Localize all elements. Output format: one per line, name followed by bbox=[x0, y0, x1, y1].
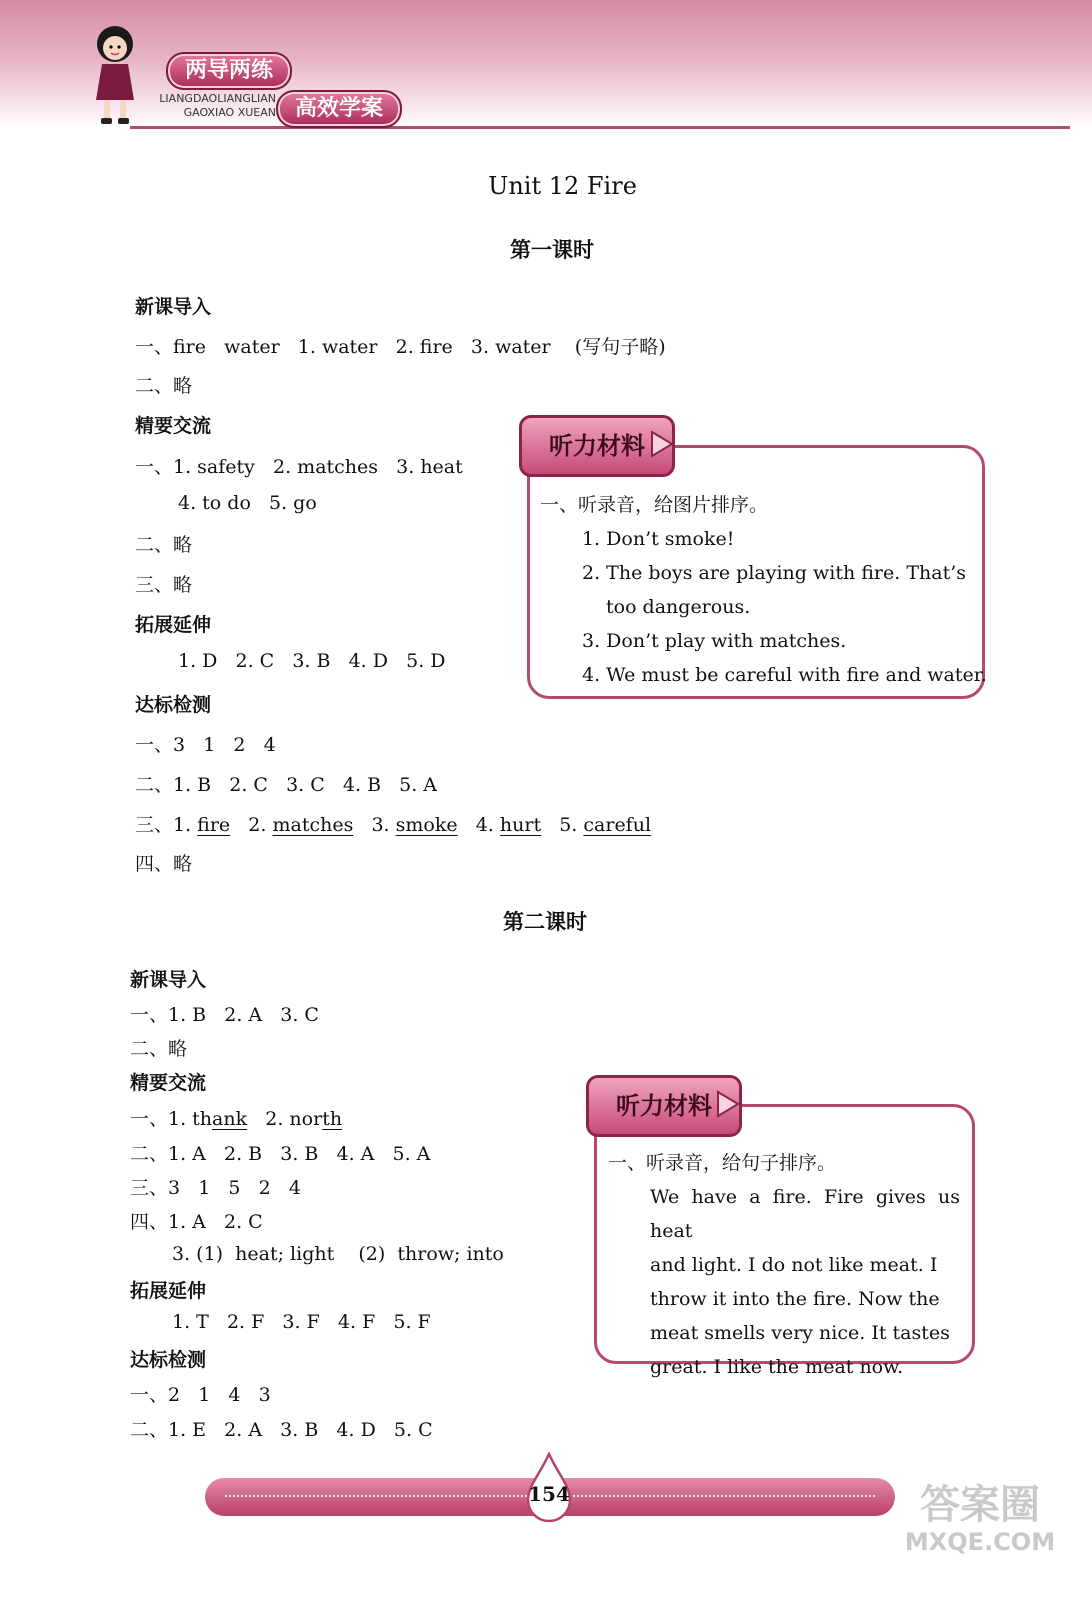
listening-2-line: great. I like the meat now. bbox=[650, 1356, 904, 1378]
test-line3-prefix: 三、1. bbox=[135, 814, 198, 836]
lesson1-test-line1: 一、3 1 2 4 bbox=[135, 734, 276, 756]
lesson2-section-intro: 新课导入 bbox=[130, 969, 207, 991]
brand-pinyin-line1: LIANGDAOLIANGLIAN bbox=[159, 92, 276, 105]
word-north-underlined: th bbox=[322, 1108, 343, 1130]
lesson1-intro-line2: 二、略 bbox=[135, 375, 193, 397]
exchange-line1-prefix: 一、1. bbox=[130, 1108, 193, 1130]
listening-2-text bbox=[608, 1146, 960, 1384]
lesson2-intro-line1: 一、1. B 2. A 3. C bbox=[130, 1004, 319, 1026]
brand-title-top: 两导两练 bbox=[166, 52, 292, 90]
lesson1-exchange-line4: 三、略 bbox=[135, 574, 193, 596]
listening-1-item: 2. The boys are playing with fire. That’s bbox=[582, 562, 966, 584]
lesson1-exchange-line3: 二、略 bbox=[135, 534, 193, 556]
header-rule bbox=[130, 126, 1070, 129]
word-thank-underlined: ank bbox=[212, 1108, 248, 1130]
lesson1-test-line2: 二、1. B 2. C 3. C 4. B 5. A bbox=[135, 774, 438, 796]
listening-1-instruction: 一、听录音，给图片排序。 bbox=[540, 494, 769, 516]
lesson2-section-test: 达标检测 bbox=[130, 1349, 207, 1371]
listening-1-item: 1. Don’t smoke! bbox=[582, 528, 735, 550]
lesson1-extension-line1: 1. D 2. C 3. B 4. D 5. D bbox=[178, 650, 446, 672]
answer-fire: fire bbox=[197, 814, 231, 836]
listening-tab-1: 听力材料 bbox=[519, 415, 675, 477]
listening-1-item: too dangerous. bbox=[606, 596, 751, 618]
lesson2-exchange-line1 bbox=[130, 1104, 342, 1131]
lesson2-section-extension: 拓展延伸 bbox=[130, 1280, 207, 1302]
lesson2-exchange-line2: 二、1. A 2. B 3. B 4. A 5. A bbox=[130, 1143, 431, 1165]
brand-title-bottom: 高效学案 bbox=[276, 90, 402, 128]
answer-smoke: smoke bbox=[395, 814, 458, 836]
lesson2-exchange-line3: 三、3 1 5 2 4 bbox=[130, 1177, 301, 1199]
watermark bbox=[895, 1482, 1065, 1556]
mascot-girl-icon bbox=[80, 20, 150, 128]
lesson1-section-test: 达标检测 bbox=[135, 694, 212, 716]
brand-pinyin bbox=[146, 92, 276, 120]
lesson1-test-line3 bbox=[135, 810, 651, 837]
answer-num-5: 5. bbox=[559, 814, 584, 836]
lesson1-section-intro: 新课导入 bbox=[135, 296, 212, 318]
chevron-right-icon bbox=[716, 1090, 740, 1118]
listening-1-item: 3. Don’t play with matches. bbox=[582, 630, 847, 652]
brand-pinyin-line2: GAOXIAO XUEAN bbox=[183, 106, 276, 119]
lesson2-intro-line2: 二、略 bbox=[130, 1038, 188, 1060]
page-number: 154 bbox=[528, 1482, 570, 1506]
lesson2-exchange-line4: 四、1. A 2. C bbox=[130, 1211, 263, 1233]
lesson1-section-exchange: 精要交流 bbox=[135, 415, 212, 437]
lesson1-test-line4: 四、略 bbox=[135, 853, 193, 875]
lesson1-heading: 第一课时 bbox=[510, 238, 594, 262]
listening-1-item: 4. We must be careful with fire and water. bbox=[582, 664, 987, 686]
listening-1-text bbox=[540, 488, 987, 692]
watermark-logo: 答案圈 bbox=[920, 1482, 1040, 1528]
listening-2-line: and light. I do not like meat. I bbox=[650, 1254, 938, 1276]
listening-2-instruction: 一、听录音，给句子排序。 bbox=[608, 1152, 837, 1174]
lesson2-exchange-line5: 3. (1) heat; light (2) throw; into bbox=[172, 1243, 504, 1265]
answer-num-3: 3. bbox=[371, 814, 396, 836]
lesson2-test-line1: 一、2 1 4 3 bbox=[130, 1384, 271, 1406]
listening-tab-2: 听力材料 bbox=[586, 1075, 742, 1137]
listening-2-line: throw it into the fire. Now the bbox=[650, 1288, 940, 1310]
answer-hurt: hurt bbox=[499, 814, 542, 836]
exchange-line1-num2: 2. bbox=[265, 1108, 290, 1130]
page-title: Unit 12 Fire bbox=[488, 172, 637, 200]
answer-matches: matches bbox=[272, 814, 354, 836]
lesson2-test-line2: 二、1. E 2. A 3. B 4. D 5. C bbox=[130, 1419, 433, 1441]
lesson2-section-exchange: 精要交流 bbox=[130, 1072, 207, 1094]
lesson1-section-extension: 拓展延伸 bbox=[135, 614, 212, 636]
word-thank-start: th bbox=[192, 1108, 213, 1130]
listening-2-line: meat smells very nice. It tastes bbox=[650, 1322, 950, 1344]
chevron-right-icon bbox=[650, 430, 674, 458]
lesson1-exchange-line2: 4. to do 5. go bbox=[178, 492, 317, 514]
answer-careful: careful bbox=[583, 814, 652, 836]
lesson2-heading: 第二课时 bbox=[503, 910, 587, 934]
lesson2-extension-line1: 1. T 2. F 3. F 4. F 5. F bbox=[172, 1311, 431, 1333]
word-north-start: nor bbox=[289, 1108, 323, 1130]
answer-num-4: 4. bbox=[475, 814, 500, 836]
watermark-url: MXQE.COM bbox=[904, 1528, 1056, 1556]
listening-2-line: We have a fire. Fire gives us heat bbox=[650, 1186, 960, 1242]
answer-num-2: 2. bbox=[248, 814, 273, 836]
lesson1-exchange-line1: 一、1. safety 2. matches 3. heat bbox=[135, 456, 463, 478]
lesson1-intro-line1: 一、fire water 1. water 2. fire 3. water (写句子略) bbox=[135, 336, 666, 358]
